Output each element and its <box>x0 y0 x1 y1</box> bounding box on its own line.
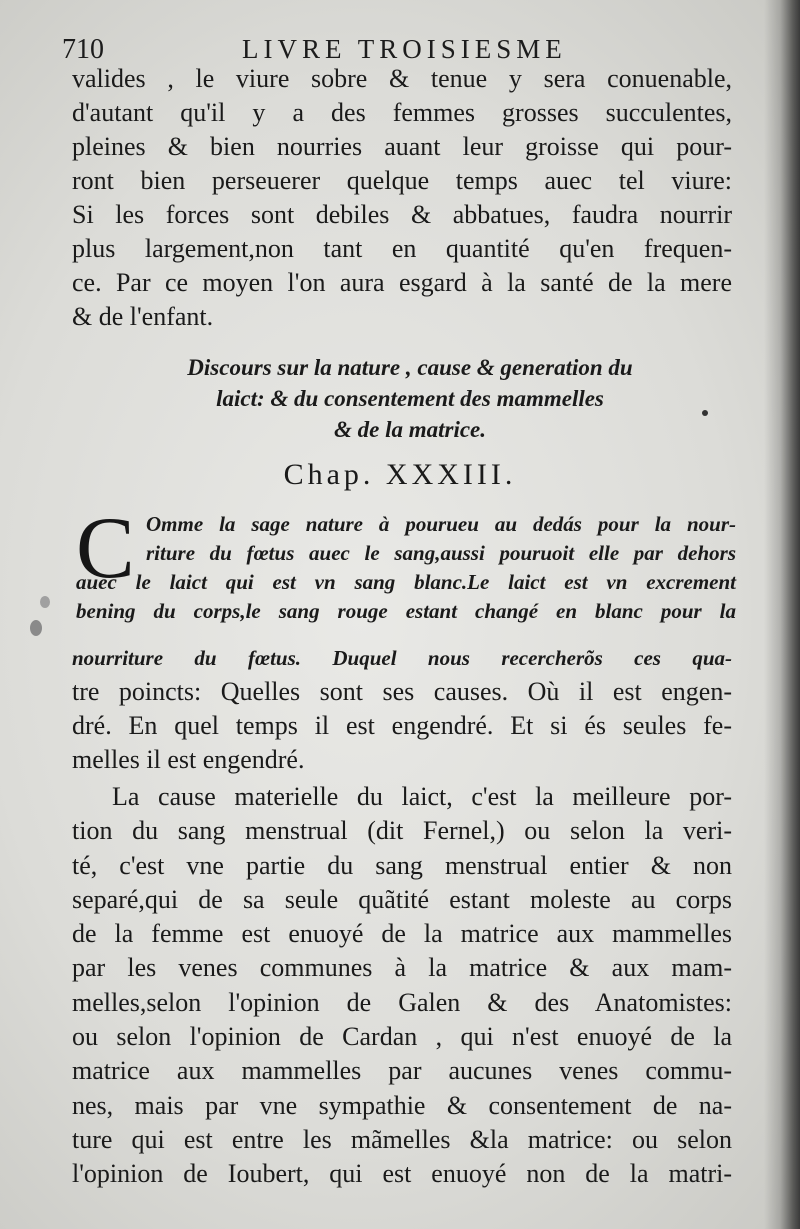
text-line: plus largement,non tant en quantité qu'en frequen- <box>72 234 732 263</box>
text-line: té, c'est vne partie du sang menstrual entier & non <box>72 850 732 880</box>
text-line: nes, mais par vne sympathie & consentement de na- <box>72 1090 732 1120</box>
text-line: dré. En quel temps il est engendré. Et si és seules fe- <box>72 711 732 740</box>
text-line: melles,selon l'opinion de Galen & des Anatomistes: <box>72 987 732 1017</box>
text-line: separé,qui de sa seule quãtité estant moleste au corps <box>72 884 732 914</box>
paragraph-2 <box>72 641 732 777</box>
text-line: tre poincts: Quelles sont ses causes. Où il est engen- <box>72 677 732 706</box>
chapter-title: Chap. XXXIII. <box>283 458 517 491</box>
text-line: melles il est engendré. <box>72 745 305 774</box>
text-line: l'opinion de Ioubert, qui est enuoyé non de la matri- <box>72 1159 732 1189</box>
intro-italic-text <box>76 510 736 626</box>
text-line: bening du corps,le sang rouge estant changé en blanc pour la <box>76 599 736 623</box>
text-line: ture qui est entre les mãmelles &la matrice: ou selon <box>72 1124 732 1154</box>
heading-line: laict: & du consentement des mammelles <box>216 386 604 411</box>
running-head: LIVRE TROISIESME <box>242 34 567 64</box>
paragraph-1 <box>72 62 732 334</box>
ink-blot <box>30 620 42 636</box>
text-line: ou selon l'opinion de Cardan , qui n'est enuoyé de la <box>72 1022 732 1052</box>
text-line: valides , le viure sobre & tenue y sera conuenable, <box>72 64 732 93</box>
paragraph-3 <box>72 780 732 1192</box>
text-line: par les venes communes à la matrice & aux mam- <box>72 953 732 983</box>
text-line: & de l'enfant. <box>72 302 214 331</box>
text-line: d'autant qu'il y a des femmes grosses succulentes, <box>72 98 732 127</box>
text-line: Omme la sage nature à pourueu au dedás pour la nour- <box>146 512 736 536</box>
drop-cap: C <box>76 500 135 597</box>
text-line: riture du fœtus auec le sang,aussi pouruoit elle par dehors <box>146 541 736 565</box>
page-gutter-shadow <box>764 0 800 1229</box>
text-line: matrice aux mammelles par aucunes venes commu- <box>72 1056 732 1086</box>
section-heading <box>100 352 720 445</box>
text-line: tion du sang menstrual (dit Fernel,) ou selon la veri- <box>72 816 732 846</box>
text-line: La cause materielle du laict, c'est la meilleure por- <box>112 782 732 811</box>
text-line: de la femme est enuoyé de la matrice aux mammelles <box>72 919 732 949</box>
text-line: nourriture du fœtus. Duquel nous recercherõs ces qua- <box>72 646 732 670</box>
text-line: Si les forces sont debiles & abbatues, faudra nourrir <box>72 200 732 229</box>
text-line: auec le laict qui est vn sang blanc.Le laict est vn excrement <box>76 570 736 594</box>
heading-line: Discours sur la nature , cause & generation du <box>187 355 633 380</box>
text-line: pleines & bien nourries auant leur groisse qui pour- <box>72 132 732 161</box>
page-number: 710 <box>62 34 104 65</box>
text-line: ce. Par ce moyen l'on aura esgard à la santé de la mere <box>72 268 732 297</box>
ink-blot <box>40 596 50 608</box>
heading-line: & de la matrice. <box>333 417 487 442</box>
text-line: ront bien perseuerer quelque temps auec tel viure: <box>72 166 732 195</box>
